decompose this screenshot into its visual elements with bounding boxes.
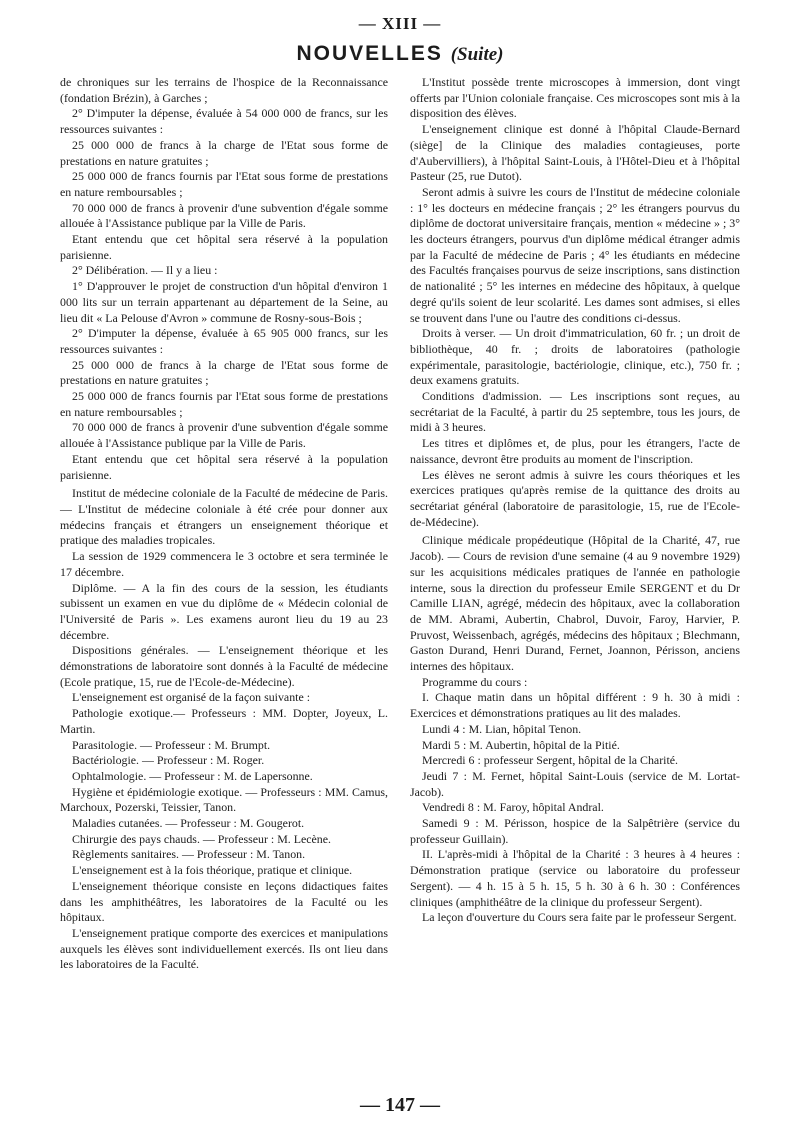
paragraph: 70 000 000 de francs à provenir d'une subvention d'égale somme allouée à l'Assistance publique par la Ville de Paris. <box>60 420 388 451</box>
paragraph: Etant entendu que cet hôpital sera réservé à la population parisienne. <box>60 232 388 262</box>
paragraph: L'enseignement est à la fois théorique, pratique et clinique. <box>72 863 353 878</box>
paragraph: Lundi 4 : M. Lian, hôpital Tenon. <box>422 721 582 736</box>
title-suffix: (Suite) <box>450 44 504 65</box>
page-number: — 147 — <box>360 1094 440 1116</box>
paragraph: La leçon d'ouverture du Cours sera faite par le professeur Sergent. <box>422 910 737 925</box>
right-column <box>410 75 740 926</box>
paragraph: 70 000 000 de francs à provenir d'une subvention d'égale somme allouée à l'Assistance publique par la Ville de Paris. <box>60 200 388 231</box>
section-heading-paragraph: Institut de médecine coloniale de la Faculté de médecine de Paris. — L'Institut de médecine coloniale à été crée pour donner aux médecins français et étrangers un enseignement théorique et pratique des maladies tropicales. <box>60 486 388 548</box>
left-column <box>60 75 388 973</box>
title-text: NOUVELLES <box>296 42 443 65</box>
section-heading-paragraph: Clinique médicale propédeutique (Hôpital de la Charité, 47, rue Jacob). — Cours de revision d'une semaine (4 au 9 novembre 1929) sur les acquisitions médicales pratiques de l'année en pathologie interne, sous la direction du professeur Emile SERGENT et du Dr Camille LIAN, agrégé, médecin des hôpitaux, avec la collaboration de MM. Abrami, Aubertin, Chabrol, Duvoir, Faroy, Harvier, P. Pruvost, Weissenbach, agrégés, médecins des hôpitaux ; Blechmann, Gaston Durand, Henri Durand, Fernet, Joannon, Périsson, anciens internes des hôpitaux. <box>410 533 740 674</box>
paragraph: La session de 1929 commencera le 3 octobre et sera terminée le 17 décembre. <box>60 549 388 579</box>
paragraph: Etant entendu que cet hôpital sera réservé à la population parisienne. <box>60 451 388 482</box>
paragraph: L'Institut possède trente microscopes à immersion, dont vingt offerts par l'Union coloniale française. Ces microscopes sont mis à la disposition des élèves. <box>410 75 740 121</box>
paragraph: 25 000 000 de francs à la charge de l'Etat sous forme de prestations en nature gratuites ; <box>60 137 388 168</box>
paragraph: Mardi 5 : M. Aubertin, hôpital de la Pitié. <box>422 737 620 752</box>
paragraph: Vendredi 8 : M. Faroy, hôpital Andral. <box>422 800 604 815</box>
paragraph: 25 000 000 de francs à la charge de l'Etat sous forme de prestations en nature gratuites ; <box>60 357 388 388</box>
paragraph: I. Chaque matin dans un hôpital différent : 9 h. 30 à midi : Exercices et démonstrations pratiques au lit des malades. <box>410 690 740 721</box>
paragraph: II. L'après-midi à l'hôpital de la Charité : 3 heures à 4 heures : Démonstration pratique (service ou laboratoire du professeur Sergent). — 4 h. 15 à 5 h. 15, 5 h. 30 à 6 h. 30 : Conférences cliniques (amphithéâtre de la clinique du professeur Sergent). <box>410 847 740 909</box>
paragraph: Programme du cours : <box>422 674 528 689</box>
paragraph: Maladies cutanées. — Professeur : M. Gougerot. <box>72 816 305 831</box>
page-title <box>0 42 800 66</box>
paragraph: Pathologie exotique.— Professeurs : MM. Dopter, Joyeux, L. Martin. <box>60 706 388 736</box>
paragraph: Règlements sanitaires. — Professeur : M. Tanon. <box>72 847 306 862</box>
paragraph: Conditions d'admission. — Les inscriptions sont reçues, au secrétariat de la Faculté, à partir du 25 septembre, tous les jours, de midi à 3 heures. <box>410 389 740 435</box>
paragraph: L'enseignement théorique consiste en leçons didactiques faites dans les amphithéâtres, les laboratoires de la Faculté ou les hôpitaux. <box>60 878 388 925</box>
paragraph: Seront admis à suivre les cours de l'Institut de médecine coloniale : 1° les docteurs en médecine français ; 2° les étrangers pourvus du diplôme de doctorat universitaire français, mention « médecine » ; 3° les docteurs étrangers, pourvus d'un diplôme médical étranger admis par la Faculté de médecine de Paris ; 4° les étudiants en médecine des Facultés françaises pourvus de seize inscriptions, sans distinction de nationalité ; 5° les internes en médecine des hôpitaux, à quelque degré qu'ils soient de leur scolarité. Les dames sont admises, si elles se trouvent dans l'une ou l'autre des conditions ci-dessus. <box>410 184 740 325</box>
paragraph: de chroniques sur les terrains de l'hospice de la Reconnaissance (fondation Brézin), à Garches ; <box>60 75 388 105</box>
paragraph: 25 000 000 de francs fournis par l'Etat sous forme de prestations en nature remboursables ; <box>60 169 388 199</box>
paragraph: Diplôme. — A la fin des cours de la session, les étudiants subissent un examen en vue du diplôme de « Médecin colonial de l'Université de Paris ». Les examens auront lieu du 19 au 23 décembre. <box>60 580 388 642</box>
paragraph: 2° Délibération. — Il y a lieu : <box>72 263 218 278</box>
paragraph: 1° D'approuver le projet de construction d'un hôpital d'environ 1 000 lits sur un terrain appartenant au département de la Seine, au lieu dit « La Pelouse d'Avron » commune de Rosny-sous-Bois ; <box>60 279 388 325</box>
paragraph: L'enseignement est organisé de la façon suivante : <box>72 690 311 705</box>
paragraph: 2° D'imputer la dépense, évaluée à 54 000 000 de francs, sur les ressources suivantes : <box>60 106 388 137</box>
paragraph: 25 000 000 de francs fournis par l'Etat sous forme de prestations en nature remboursables ; <box>60 389 388 419</box>
paragraph: Dispositions générales. — L'enseignement théorique et les démonstrations de laboratoire sont donnés à la Faculté de médecine (Ecole pratique, 15, rue de l'Ecole-de-Médecine). <box>60 643 388 689</box>
paragraph: Les élèves ne seront admis à suivre les cours théoriques et les exercices pratiques qu'après remise de la quittance des droits au secrétariat général (laboratoire de parasitologie, 15, rue de l'Ecole-de-Médecine). <box>410 467 740 529</box>
running-head: — XIII — <box>358 14 442 33</box>
paragraph: Hygiène et épidémiologie exotique. — Professeurs : MM. Camus, Marchoux, Pozerski, Teissier, Tanon. <box>60 784 388 815</box>
paragraph: Mercredi 6 : professeur Sergent, hôpital de la Charité. <box>422 753 679 768</box>
paragraph: Les titres et diplômes et, de plus, pour les étrangers, l'acte de naissance, devront être produits au moment de l'inscription. <box>410 436 740 466</box>
paragraph: Jeudi 7 : M. Fernet, hôpital Saint-Louis (service de M. Lortat-Jacob). <box>410 768 740 799</box>
paragraph: Bactériologie. — Professeur : M. Roger. <box>72 753 265 768</box>
paragraph: Samedi 9 : M. Périsson, hospice de la Salpêtrière (service du professeur Guillain). <box>410 816 740 846</box>
paragraph: L'enseignement pratique comporte des exercices et manipulations auxquels les élèves sont individuellement exercés. Ils ont lieu dans les laboratoires de la Faculté. <box>60 925 388 972</box>
paragraph: Chirurgie des pays chauds. — Professeur : M. Lecène. <box>72 831 331 846</box>
paragraph: Ophtalmologie. — Professeur : M. de Lapersonne. <box>72 768 313 783</box>
paragraph: Droits à verser. — Un droit d'immatriculation, 60 fr. ; un droit de bibliothèque, 40 fr. ; droits de laboratoires (pathologie expérimentale, parasitologie, bactériologie, clinique, etc.), 750 fr. ; deux examens gratuits. <box>410 326 740 388</box>
paragraph: 2° D'imputer la dépense, évaluée à 65 905 000 francs, sur les ressources suivantes : <box>60 326 388 356</box>
paragraph: L'enseignement clinique est donné à l'hôpital Claude-Bernard (siège] de la Clinique des maladies contagieuses, porte d'Aubervilliers), à l'hôpital Saint-Louis, à l'Hôtel-Dieu et à l'hôpital Pasteur (25, rue Dutot). <box>410 122 740 184</box>
paragraph: Parasitologie. — Professeur : M. Brumpt. <box>72 737 271 752</box>
